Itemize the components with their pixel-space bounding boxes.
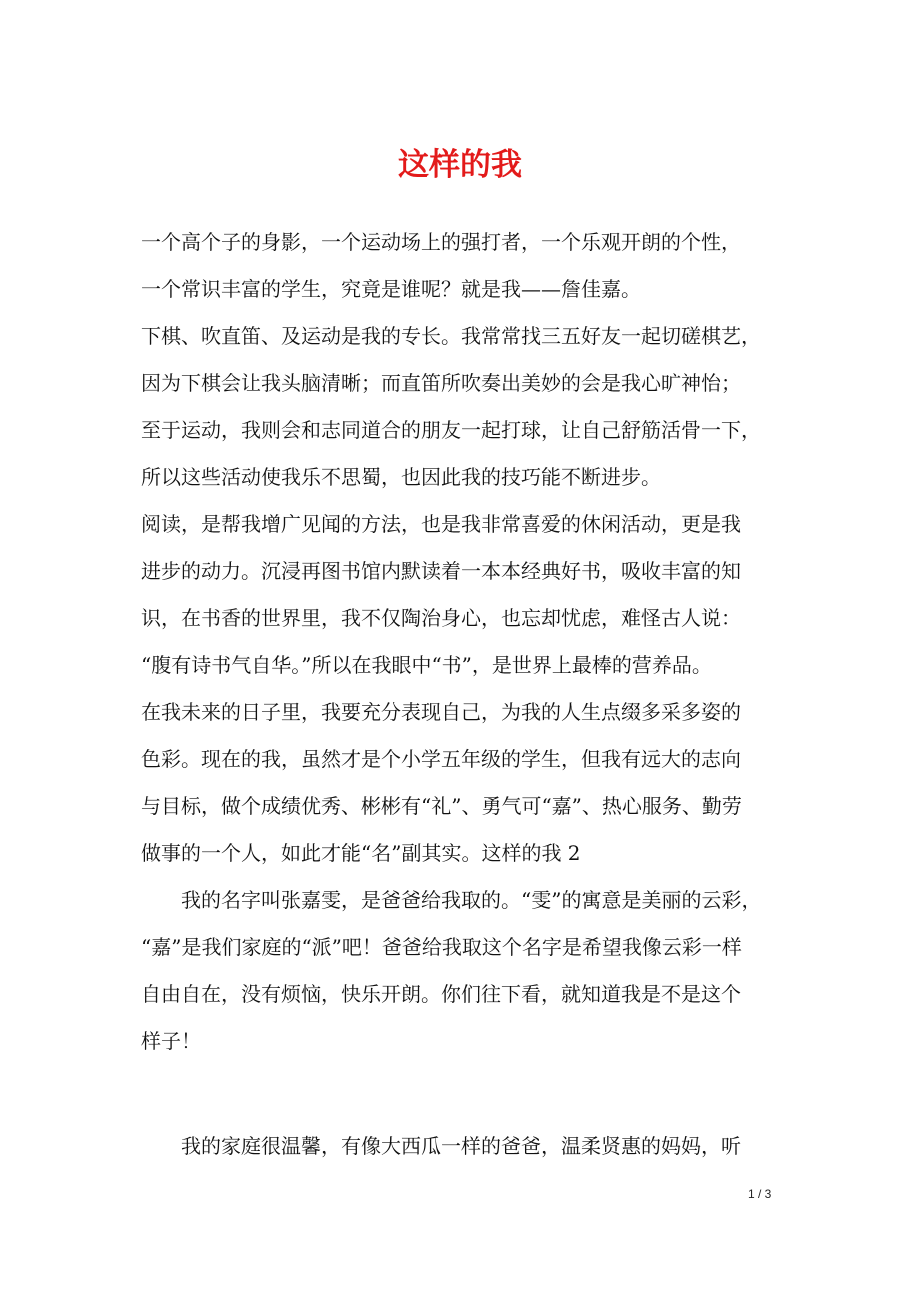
text-line: 与目标，做个成绩优秀、彬彬有“礼”、勇气可“嘉”、热心服务、勤劳 — [141, 794, 742, 818]
text-line: 进步的动力。沉浸再图书馆内默读着一本本经典好书，吸收丰富的知 — [141, 559, 741, 583]
text-line: 一个高个子的身影，一个运动场上的强打者，一个乐观开朗的个性， — [141, 230, 741, 254]
text-line: 识，在书香的世界里，我不仅陶治身心，也忘却忧虑，难怪古人说： — [141, 606, 741, 630]
text-line: 下棋、吹直笛、及运动是我的专长。我常常找三五好友一起切磋棋艺， — [141, 324, 761, 348]
paragraph-gap — [141, 1068, 781, 1126]
text-line: 在我未来的日子里，我要充分表现自己，为我的人生点缀多采多姿的 — [141, 700, 741, 724]
text-line: 所以这些活动使我乐不思蜀，也因此我的技巧能不断进步。 — [141, 465, 661, 489]
text-line: 阅读，是帮我增广见闻的方法，也是我非常喜爱的休闲活动，更是我 — [141, 512, 741, 536]
text-line: 至于运动，我则会和志同道合的朋友一起打球，让自己舒筋活骨一下， — [141, 418, 761, 442]
text-line: 我的家庭很温馨，有像大西瓜一样的爸爸，温柔贤惠的妈妈，听 — [181, 1134, 741, 1158]
text-line: 我的名字叫张嘉雯，是爸爸给我取的。“雯”的寓意是美丽的云彩， — [181, 888, 762, 912]
text-line: 因为下棋会让我头脑清晰；而直笛所吹奏出美妙的会是我心旷神怡； — [141, 371, 741, 395]
text-line: 色彩。现在的我，虽然才是个小学五年级的学生，但我有远大的志向 — [141, 747, 741, 771]
document-body — [141, 222, 781, 1173]
text-line: 自由自在，没有烦恼，快乐开朗。你们往下看，就知道我是不是这个 — [141, 982, 741, 1006]
text-line: “嘉”是我们家庭的“派”吧！爸爸给我取这个名字是希望我像云彩一样 — [141, 935, 742, 959]
text-line: 样子！ — [141, 1029, 201, 1053]
text-line: “腹有诗书气自华。”所以在我眼中“书”，是世界上最棒的营养品。 — [141, 653, 712, 677]
page-number: 1 / 3 — [748, 1187, 772, 1201]
text-line: 一个常识丰富的学生，究竟是谁呢？就是我——詹佳嘉。 — [141, 277, 641, 301]
document-title: 这样的我 — [398, 147, 522, 183]
text-line: 做事的一个人，如此才能“名”副其实。这样的我 2 — [141, 841, 581, 865]
